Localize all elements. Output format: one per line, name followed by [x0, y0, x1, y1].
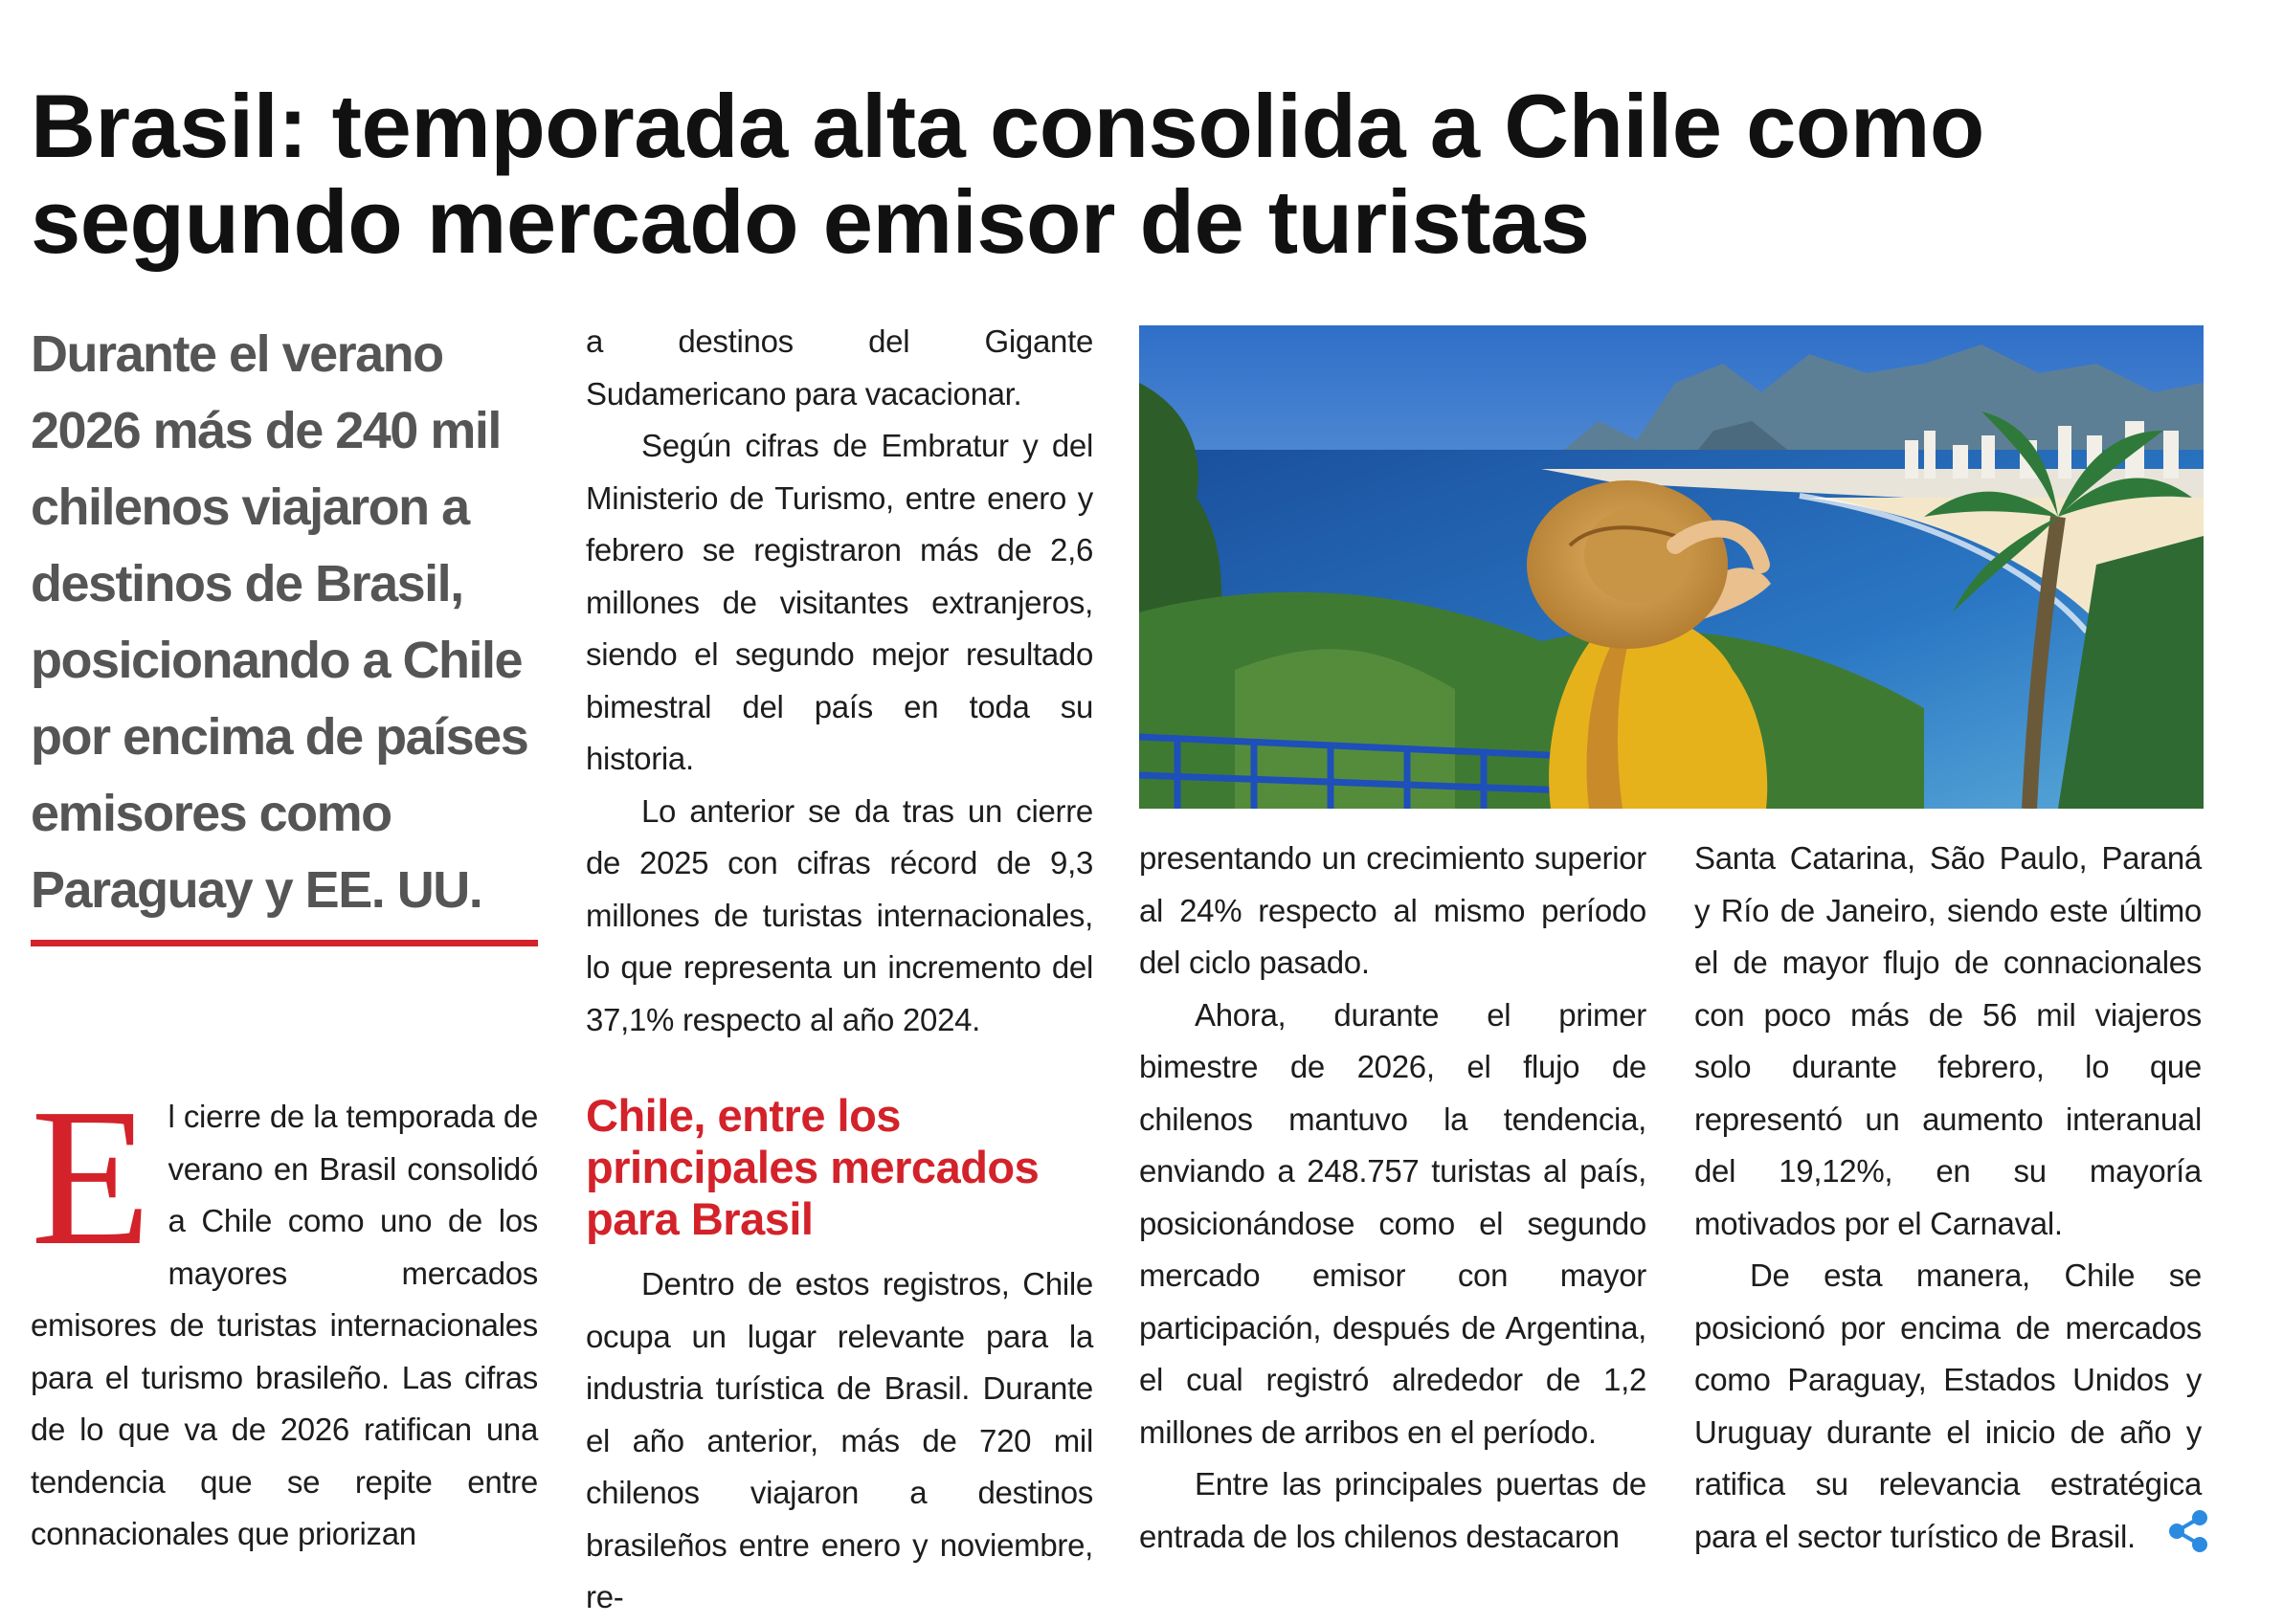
body-column-1: [31, 1067, 538, 1561]
body-column-4: [1694, 833, 2202, 1563]
article-lead: Durante el verano 2026 más de 240 mil chilenos viajaron a destinos de Brasil, posicionando a Chile por encima de países emisores como Paraguay y EE. UU.: [31, 325, 528, 919]
body-paragraph: Ahora, durante el primer bimestre de 2026, el flujo de chilenos mantuvo la tendencia, enviando a 248.757 turistas al país, posicionándose como el segundo mercado emisor con mayor participación, después de Argentina, el cual registró alrededor de 1,2 millones de arribos en el período.: [1139, 996, 1646, 1450]
body-paragraph: a destinos del Gigante Sudamericano para vacacionar.: [586, 323, 1093, 412]
lead-divider: [31, 940, 538, 946]
body-paragraph: Santa Catarina, São Paulo, Paraná y Río de Janeiro, siendo este último el de mayor flujo de connacionales con poco más de 56 mil viajeros solo durante febrero, lo que representó un aumento interanual del 19,12%, en su mayoría motivados por el Carnaval.: [1694, 840, 2202, 1241]
share-button[interactable]: [2167, 1510, 2209, 1552]
body-column-3: [1139, 833, 1646, 1563]
body-paragraph: Según cifras de Embratur y del Ministerio de Turismo, entre enero y febrero se registraron más de 2,6 millones de visitantes extranjeros, siendo el segundo mejor resultado bimestral del país en toda su historia.: [586, 428, 1093, 776]
body-paragraph: Lo anterior se da tras un cierre de 2025 con cifras récord de 9,3 millones de turistas internacionales, lo que representa un incremento del 37,1% respecto al año 2024.: [586, 792, 1093, 1037]
body-paragraph: Entre las principales puertas de entrada de los chilenos destacaron: [1139, 1466, 1646, 1554]
article-photo: [1139, 325, 2204, 809]
body-column-2: [586, 316, 1093, 1624]
section-subheading: Chile, entre los principales mercados para Brasil: [586, 1090, 1040, 1244]
body-paragraph: De esta manera, Chile se posicionó por encima de mercados como Paraguay, Estados Unidos y Uruguay durante el inicio de año y ratifica su relevancia estratégica para el sector turístico de Brasil.: [1694, 1257, 2202, 1554]
photo-rio-viewpoint-icon: [1139, 325, 2204, 809]
share-icon: [2167, 1510, 2209, 1552]
body-paragraph: l cierre de la temporada de verano en Brasil consolidó a Chile como uno de los mayores mercados emisores de turistas internacionales para el turismo brasileño. Las cifras de lo que va de 2026 ratifican una tendencia que se repite entre connacionales que priorizan: [31, 1099, 538, 1551]
body-paragraph: presentando un crecimiento superior al 24% respecto al mismo período del ciclo pasado.: [1139, 840, 1646, 980]
body-paragraph: Dentro de estos registros, Chile ocupa un lugar relevante para la industria turística de Brasil. Durante el año anterior, más de 720 mil chilenos viajaron a destinos brasileños entre enero y noviembre, re-: [586, 1266, 1093, 1614]
drop-cap: E: [31, 1067, 151, 1286]
article-headline: Brasil: temporada alta consolida a Chile como segundo mercado emisor de turistas: [31, 76, 1984, 272]
